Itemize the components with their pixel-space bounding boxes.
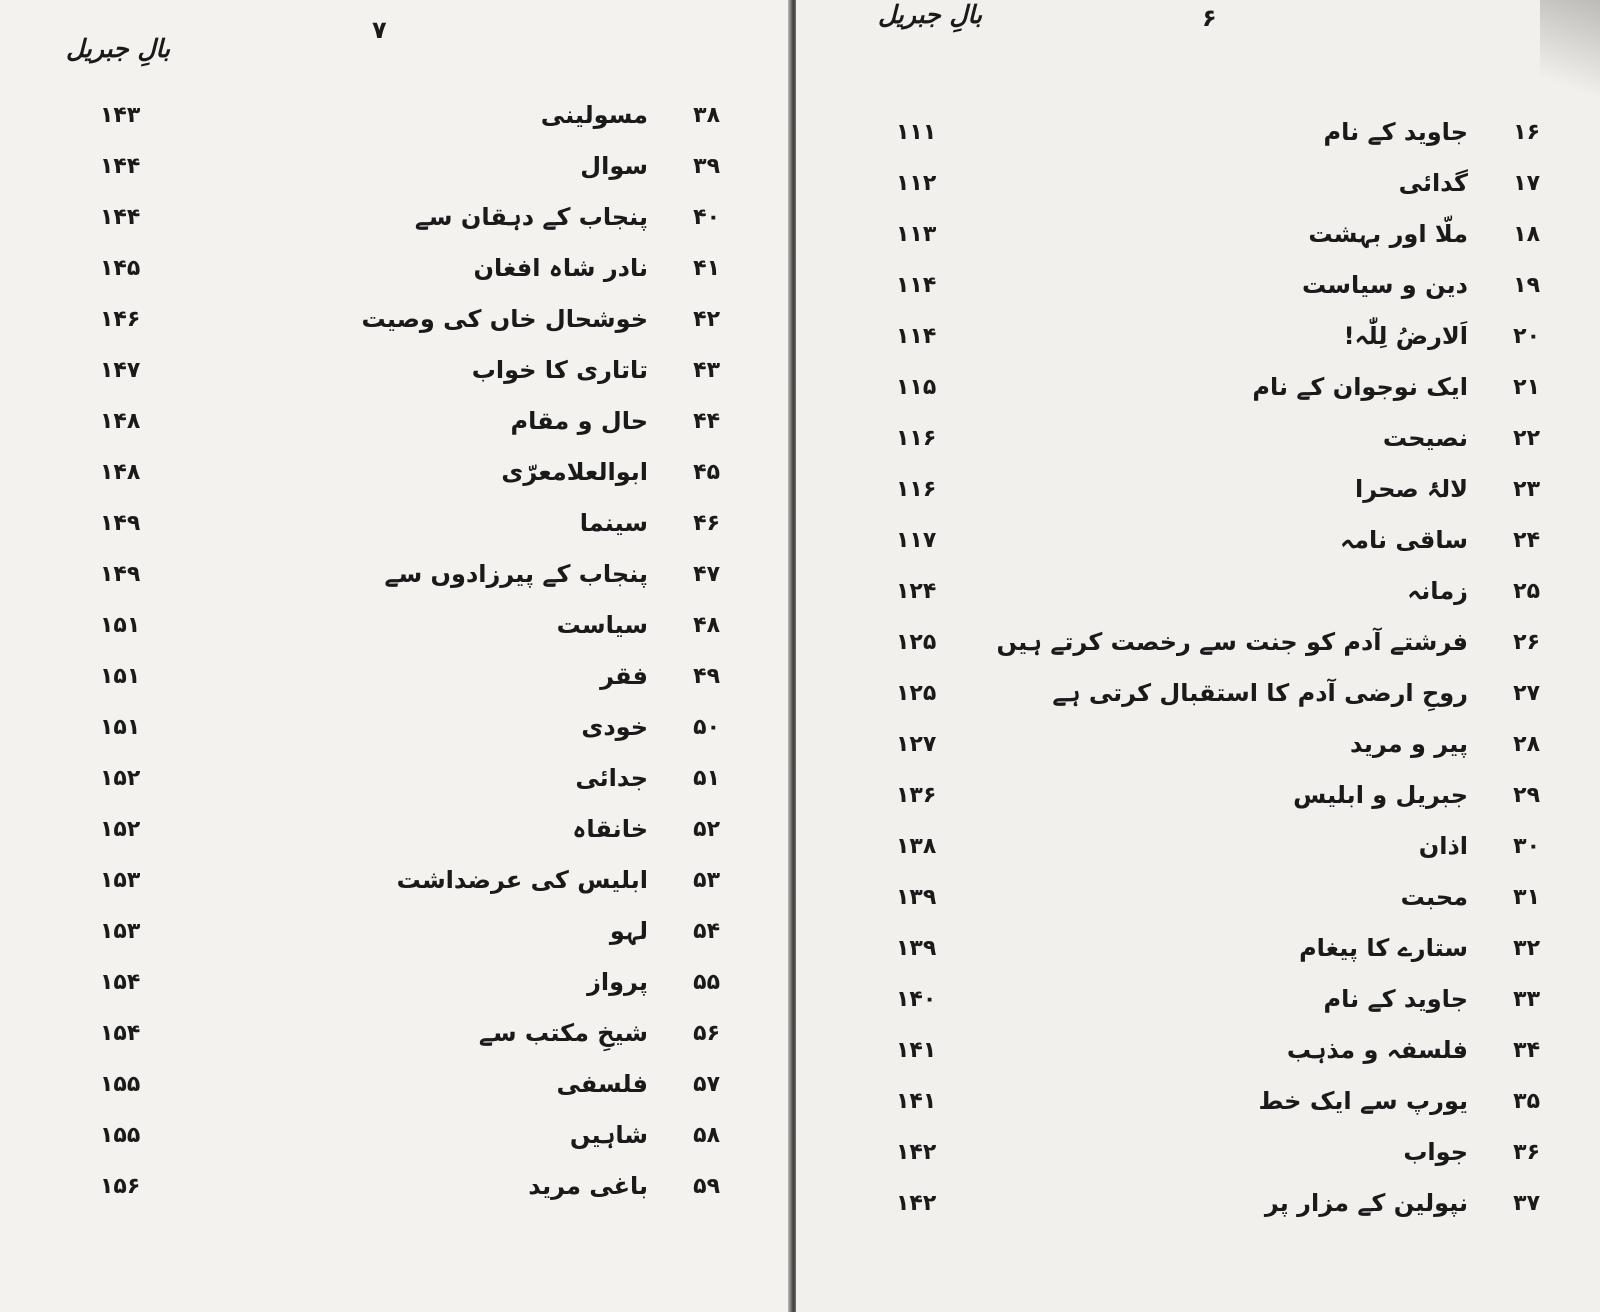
toc-entry: [415, 197, 720, 237]
toc-entry-number: ۳۴: [1513, 1037, 1540, 1063]
toc-entry-number: ۴۳: [693, 357, 720, 383]
toc-entry-title: باغی مرید: [528, 1172, 648, 1200]
toc-entry-title: تاتاری کا خواب: [471, 356, 648, 384]
toc-entry-title: جبریل و ابلیس: [1293, 781, 1468, 809]
toc-entry: [1324, 979, 1540, 1019]
toc-entry: [528, 1166, 720, 1206]
toc-entry-title: حال و مقام: [510, 407, 648, 435]
toc-entry-page-number: ۱۱۲: [896, 170, 937, 196]
left-page-header-title: بالِ جبریل: [66, 34, 171, 63]
toc-entry: [1258, 1081, 1540, 1121]
toc-entry: [587, 962, 720, 1002]
toc-entry: [1399, 163, 1540, 203]
toc-entry-number: ۱۷: [1513, 170, 1540, 196]
toc-entry-title: فقر: [600, 662, 648, 690]
toc-entry: [362, 299, 721, 339]
toc-entry: [1299, 928, 1540, 968]
toc-entry-page-number: ۱۱۶: [896, 425, 937, 451]
toc-entry-title: فلسفی: [556, 1070, 648, 1098]
toc-entry-number: ۵۶: [693, 1020, 720, 1046]
toc-entry-page-number: ۱۴۱: [896, 1088, 937, 1114]
toc-entry-number: ۴۸: [693, 612, 720, 638]
toc-entry-title: سینما: [579, 509, 648, 537]
toc-entry-title: ابوالعلامعرّی: [501, 458, 648, 486]
toc-entry-page-number: ۱۵۵: [100, 1071, 141, 1097]
toc-entry-page-number: ۱۴۲: [896, 1139, 937, 1165]
toc-entry: [1383, 418, 1540, 458]
toc-entry: [1403, 1132, 1540, 1172]
toc-entry-number: ۲۵: [1513, 578, 1540, 604]
toc-entry-page-number: ۱۳۹: [896, 935, 937, 961]
toc-entry-number: ۳۷: [1513, 1190, 1540, 1216]
toc-entry: [1324, 112, 1540, 152]
toc-entry-page-number: ۱۲۷: [896, 731, 937, 757]
toc-entry: [1052, 673, 1540, 713]
toc-entry-number: ۳۹: [693, 153, 720, 179]
toc-entry-title: شیخِ مکتب سے: [478, 1019, 648, 1047]
toc-entry: [501, 452, 720, 492]
toc-entry-number: ۵۹: [693, 1173, 720, 1199]
toc-entry-number: ۳۸: [693, 102, 720, 128]
toc-entry-title: خانقاہ: [572, 815, 648, 843]
toc-entry-number: ۵۲: [693, 816, 720, 842]
toc-entry-page-number: ۱۴۴: [100, 153, 141, 179]
toc-entry-title: لالۂ صحرا: [1355, 475, 1468, 503]
toc-entry: [557, 1064, 721, 1104]
toc-entry-page-number: ۱۴۹: [100, 561, 141, 587]
toc-entry: [1355, 469, 1540, 509]
toc-entry-number: ۳۲: [1513, 935, 1540, 961]
toc-entry-page-number: ۱۲۵: [896, 680, 937, 706]
toc-entry-page-number: ۱۱۴: [896, 323, 937, 349]
toc-entry-title: پنجاب کے پیرزادوں سے: [384, 560, 648, 588]
toc-entry-number: ۴۰: [693, 204, 720, 230]
toc-entry-page-number: ۱۱۳: [896, 221, 937, 247]
toc-entry-page-number: ۱۳۹: [896, 884, 937, 910]
toc-entry-page-number: ۱۵۳: [100, 918, 141, 944]
toc-entry-title: خوشحال خاں کی وصیت: [361, 305, 648, 333]
toc-entry: [541, 95, 720, 135]
toc-entry-page-number: ۱۱۷: [896, 527, 937, 553]
toc-entry-title: مسولینی: [540, 101, 648, 129]
toc-entry-number: ۲۲: [1513, 425, 1540, 451]
toc-entry: [1340, 520, 1540, 560]
toc-entry-number: ۴۵: [693, 459, 720, 485]
toc-entry-title: پنجاب کے دہقان سے: [414, 203, 648, 231]
toc-entry-page-number: ۱۵۳: [100, 867, 141, 893]
toc-entry: [1308, 214, 1540, 254]
toc-entry-page-number: ۱۳۶: [896, 782, 937, 808]
toc-entry-title: ابلیس کی عرضداشت: [396, 866, 648, 894]
toc-entry-title: اَلارضُ لِلّٰہ!: [1343, 322, 1468, 350]
toc-entry-page-number: ۱۱۶: [896, 476, 937, 502]
right-page-header-title: بالِ جبریل: [878, 0, 983, 29]
toc-entry: [610, 911, 720, 951]
toc-entry-page-number: ۱۴۸: [100, 408, 141, 434]
toc-entry: [397, 860, 720, 900]
toc-entry-number: ۵۸: [693, 1122, 720, 1148]
toc-entry-title: ملّا اور بہشت: [1308, 220, 1468, 248]
toc-entry: [997, 622, 1540, 662]
toc-entry-title: ایک نوجوان کے نام: [1252, 373, 1468, 401]
left-page: [0, 0, 790, 1312]
toc-entry-title: یورپ سے ایک خط: [1258, 1087, 1468, 1115]
toc-entry-page-number: ۱۵۶: [100, 1173, 141, 1199]
toc-entry-number: ۲۰: [1513, 323, 1540, 349]
toc-entry-page-number: ۱۵۲: [100, 816, 141, 842]
toc-entry-title: نپولین کے مزار پر: [1264, 1189, 1468, 1217]
toc-entry-page-number: ۱۵۱: [100, 663, 141, 689]
toc-entry-page-number: ۱۴۳: [100, 102, 141, 128]
toc-entry-number: ۲۷: [1513, 680, 1540, 706]
toc-entry-title: جاوید کے نام: [1323, 985, 1468, 1013]
toc-entry-page-number: ۱۲۵: [896, 629, 937, 655]
right-page: [796, 0, 1600, 1312]
toc-entry: [1265, 1183, 1540, 1223]
toc-entry-number: ۵۰: [693, 714, 720, 740]
toc-entry: [581, 707, 720, 747]
toc-entry-number: ۴۲: [693, 306, 720, 332]
toc-entry: [1344, 316, 1540, 356]
toc-entry-number: ۵۱: [693, 765, 720, 791]
toc-entry: [557, 605, 720, 645]
toc-entry-title: محبت: [1400, 883, 1468, 911]
toc-entry-page-number: ۱۵۱: [100, 612, 141, 638]
toc-entry-title: گدائی: [1398, 169, 1468, 197]
toc-entry-title: خودی: [581, 713, 648, 741]
toc-entry-title: سوال: [580, 152, 648, 180]
toc-entry-title: لہو: [609, 917, 648, 945]
toc-entry: [570, 1115, 720, 1155]
toc-entry-number: ۲۸: [1513, 731, 1540, 757]
toc-entry-number: ۲۶: [1513, 629, 1540, 655]
toc-entry-page-number: ۱۵۴: [100, 969, 141, 995]
toc-entry: [1350, 724, 1540, 764]
toc-entry-page-number: ۱۴۶: [100, 306, 141, 332]
toc-entry-title: دین و سیاست: [1302, 271, 1468, 299]
page-corner-shadow: [1540, 0, 1600, 120]
toc-entry-page-number: ۱۴۲: [896, 1190, 937, 1216]
toc-entry: [1252, 367, 1540, 407]
toc-entry: [600, 656, 720, 696]
toc-entry-number: ۱۶: [1513, 119, 1540, 145]
toc-entry-page-number: ۱۱۴: [896, 272, 937, 298]
toc-entry-page-number: ۱۵۱: [100, 714, 141, 740]
toc-entry-page-number: ۱۵۴: [100, 1020, 141, 1046]
toc-entry: [1287, 1030, 1540, 1070]
toc-entry-title: ستارے کا پیغام: [1299, 934, 1468, 962]
toc-entry: [511, 401, 721, 441]
toc-entry: [572, 809, 720, 849]
toc-entry-number: ۲۹: [1513, 782, 1540, 808]
toc-entry-title: فلسفہ و مذہب: [1286, 1036, 1468, 1064]
toc-entry-number: ۲۴: [1513, 527, 1540, 553]
toc-entry-page-number: ۱۳۸: [896, 833, 937, 859]
toc-entry-page-number: ۱۵۵: [100, 1122, 141, 1148]
toc-entry-number: ۳۱: [1513, 884, 1540, 910]
toc-entry-title: زمانہ: [1407, 577, 1468, 605]
left-page-number: ۷: [372, 16, 387, 44]
toc-entry-title: فرشتے آدم کو جنت سے رخصت کرتے ہیں: [996, 628, 1468, 656]
toc-entry-number: ۱۸: [1513, 221, 1540, 247]
toc-entry-number: ۲۱: [1513, 374, 1540, 400]
toc-entry: [385, 554, 720, 594]
toc-entry-page-number: ۱۴۵: [100, 255, 141, 281]
toc-entry-title: پرواز: [587, 968, 648, 996]
toc-entry: [479, 1013, 720, 1053]
toc-entry-page-number: ۱۴۱: [896, 1037, 937, 1063]
toc-entry: [1293, 775, 1540, 815]
toc-entry-number: ۱۹: [1513, 272, 1540, 298]
toc-entry-title: ساقی نامہ: [1340, 526, 1468, 554]
toc-entry-number: ۳۰: [1513, 833, 1540, 859]
toc-entry-number: ۲۳: [1513, 476, 1540, 502]
toc-entry-page-number: ۱۲۴: [896, 578, 937, 604]
toc-entry: [575, 758, 720, 798]
toc-entry-number: ۴۱: [693, 255, 720, 281]
toc-entry-title: جدائی: [575, 764, 648, 792]
toc-entry-page-number: ۱۴۴: [100, 204, 141, 230]
toc-entry-title: شاہیں: [569, 1121, 648, 1149]
toc-entry-page-number: ۱۴۹: [100, 510, 141, 536]
toc-entry-title: روحِ ارضی آدم کا استقبال کرتی ہے: [1052, 679, 1468, 707]
toc-entry-page-number: ۱۴۰: [896, 986, 937, 1012]
toc-entry: [1302, 265, 1540, 305]
toc-entry-title: نادر شاہ افغان: [473, 254, 648, 282]
toc-entry-page-number: ۱۴۷: [100, 357, 141, 383]
toc-entry: [1419, 826, 1540, 866]
right-page-number: ۶: [1202, 4, 1217, 32]
toc-entry-title: جاوید کے نام: [1323, 118, 1468, 146]
toc-entry-number: ۳۶: [1513, 1139, 1540, 1165]
toc-entry-number: ۴۷: [693, 561, 720, 587]
toc-entry: [1401, 877, 1540, 917]
toc-entry-number: ۴۶: [693, 510, 720, 536]
toc-entry-number: ۳۵: [1513, 1088, 1540, 1114]
toc-entry: [580, 146, 720, 186]
toc-entry: [473, 248, 720, 288]
toc-entry-title: سیاست: [556, 611, 648, 639]
toc-entry-title: پیر و مرید: [1349, 730, 1468, 758]
toc-entry-number: ۳۳: [1513, 986, 1540, 1012]
toc-entry-page-number: ۱۱۱: [896, 119, 937, 145]
toc-entry-title: جواب: [1403, 1138, 1468, 1166]
toc-entry-number: ۴۹: [693, 663, 720, 689]
toc-entry: [472, 350, 720, 390]
toc-entry-number: ۵۷: [693, 1071, 720, 1097]
toc-entry-number: ۵۵: [693, 969, 720, 995]
toc-entry: [580, 503, 720, 543]
toc-entry-page-number: ۱۱۵: [896, 374, 937, 400]
toc-entry-page-number: ۱۵۲: [100, 765, 141, 791]
toc-entry-number: ۵۴: [693, 918, 720, 944]
toc-entry-number: ۴۴: [693, 408, 720, 434]
toc-entry: [1407, 571, 1540, 611]
toc-entry-number: ۵۳: [693, 867, 720, 893]
toc-entry-page-number: ۱۴۸: [100, 459, 141, 485]
toc-entry-title: نصیحت: [1382, 424, 1468, 452]
toc-entry-title: اذان: [1418, 832, 1468, 860]
